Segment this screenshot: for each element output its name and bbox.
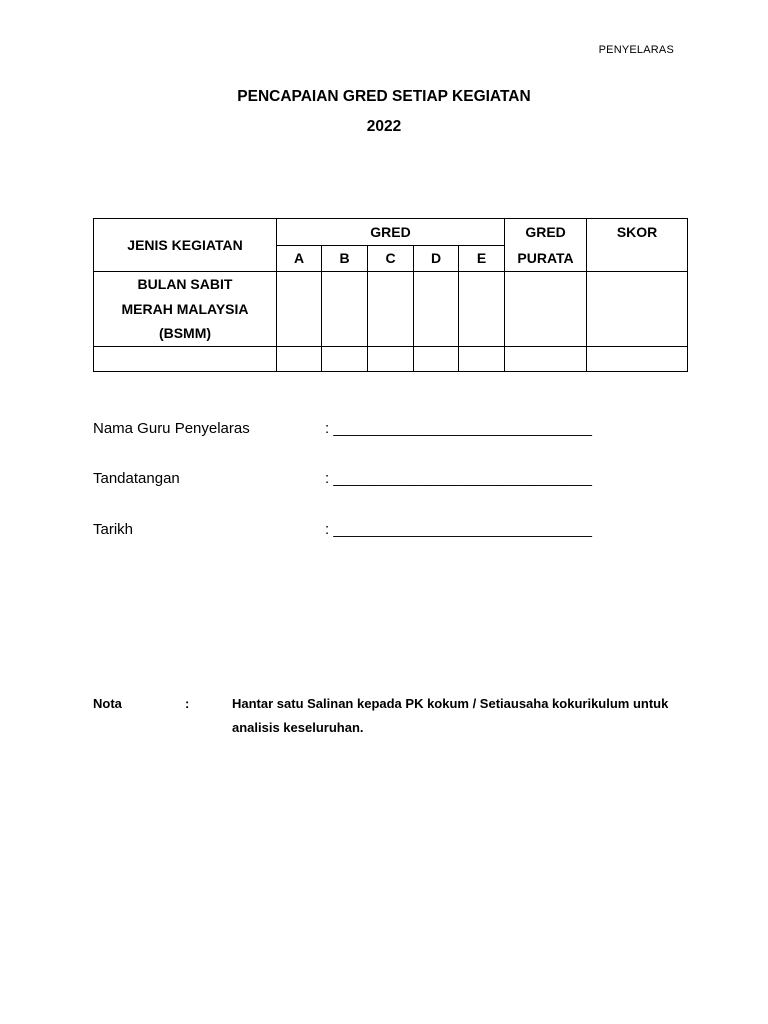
field-label: Nama Guru Penyelaras	[93, 420, 250, 437]
cell-average-grade[interactable]	[505, 347, 587, 372]
cell-grade-c[interactable]	[368, 347, 414, 372]
header-score	[587, 219, 688, 272]
grade-c: C	[368, 245, 414, 272]
header-activity: JENIS KEGIATAN	[94, 219, 277, 272]
grade-e: E	[459, 245, 505, 272]
header-tag: PENYELARAS	[598, 44, 674, 56]
field-blank[interactable]: : _______________________________	[325, 470, 592, 487]
cell-grade-d[interactable]	[414, 272, 459, 347]
field-label: Tandatangan	[93, 470, 180, 487]
header-average-line2: PURATA	[517, 250, 574, 266]
cell-grade-a[interactable]	[277, 272, 322, 347]
activity-line: MERAH MALAYSIA	[121, 300, 249, 317]
header-average-grade	[505, 219, 587, 272]
cell-grade-d[interactable]	[414, 347, 459, 372]
field-blank[interactable]: : _______________________________	[325, 521, 592, 538]
note-text: Hantar satu Salinan kepada PK kokum / Setiausaha kokurikulum untuk analisis keseluruhan.	[232, 696, 669, 735]
activity-line: BULAN SABIT	[137, 276, 233, 293]
activity-line: (BSMM)	[158, 325, 212, 342]
cell-score[interactable]	[587, 347, 688, 372]
cell-grade-e[interactable]	[459, 347, 505, 372]
table-row	[94, 347, 688, 372]
note-label: Nota	[93, 696, 122, 711]
cell-grade-c[interactable]	[368, 272, 414, 347]
grade-table	[93, 218, 688, 372]
page-year: 2022	[366, 118, 402, 135]
field-label: Tarikh	[93, 521, 134, 538]
cell-average-grade[interactable]	[505, 272, 587, 347]
grade-a: A	[277, 245, 322, 272]
note-colon: :	[185, 696, 190, 711]
cell-grade-b[interactable]	[322, 347, 368, 372]
header-grade: GRED	[277, 219, 505, 246]
grade-d: D	[414, 245, 459, 272]
cell-score[interactable]	[587, 272, 688, 347]
header-average-line1: GRED	[525, 224, 566, 240]
table-header-row	[94, 219, 688, 246]
table-row	[94, 272, 688, 347]
cell-activity-blank[interactable]	[94, 347, 277, 372]
grade-b: B	[322, 245, 368, 272]
cell-grade-e[interactable]	[459, 272, 505, 347]
page-title: PENCAPAIAN GRED SETIAP KEGIATAN	[237, 88, 531, 105]
cell-grade-a[interactable]	[277, 347, 322, 372]
cell-grade-b[interactable]	[322, 272, 368, 347]
header-score-label: SKOR	[616, 224, 658, 240]
field-blank[interactable]: : _______________________________	[325, 420, 592, 437]
activity-cell	[94, 272, 277, 347]
